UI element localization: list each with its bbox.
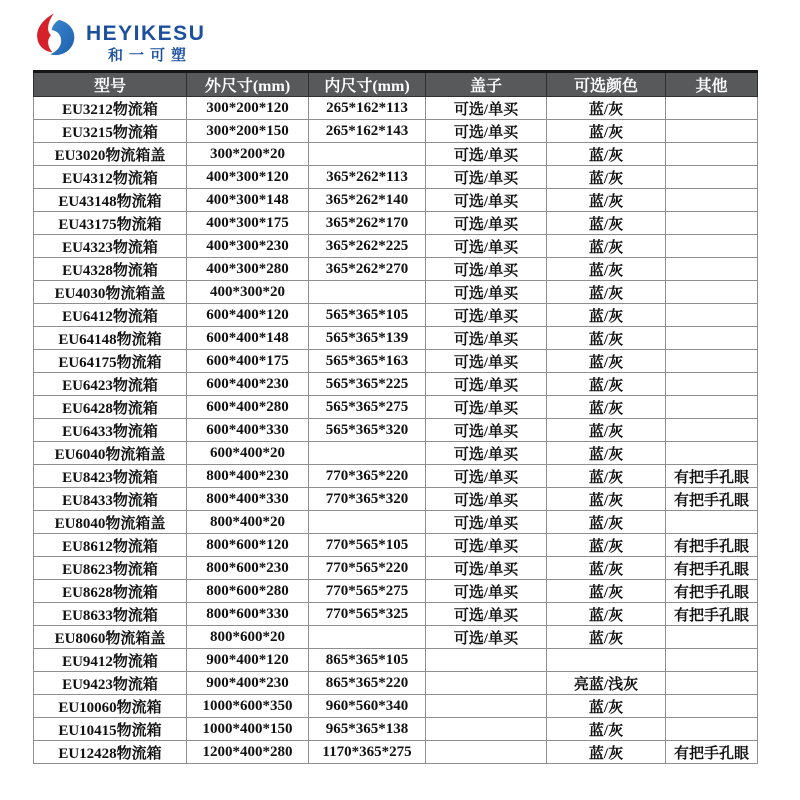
- cell-outer-size: 800*600*230: [187, 557, 309, 580]
- table-row: [34, 580, 758, 603]
- cell-colors: 蓝/灰: [547, 304, 666, 327]
- cell-outer-size: 900*400*230: [187, 672, 309, 695]
- table-row: [34, 649, 758, 672]
- table-row: [34, 672, 758, 695]
- col-header-outer-size: 外尺寸(mm): [187, 72, 309, 97]
- cell-other: [666, 166, 758, 189]
- cell-outer-size: 800*400*230: [187, 465, 309, 488]
- cell-inner-size: 865*365*105: [309, 649, 426, 672]
- cell-outer-size: 400*300*20: [187, 281, 309, 304]
- table-row: [34, 741, 758, 764]
- table-row: [34, 258, 758, 281]
- cell-colors: 蓝/灰: [547, 143, 666, 166]
- cell-outer-size: 600*400*148: [187, 327, 309, 350]
- cell-inner-size: [309, 626, 426, 649]
- cell-model: EU8628物流箱: [34, 580, 187, 603]
- cell-other: [666, 235, 758, 258]
- table-row: [34, 419, 758, 442]
- cell-lid: 可选/单买: [426, 97, 547, 120]
- cell-colors: 蓝/灰: [547, 442, 666, 465]
- cell-other: 有把手孔眼: [666, 557, 758, 580]
- brand-logo-icon: [33, 9, 79, 61]
- cell-outer-size: 400*300*230: [187, 235, 309, 258]
- cell-outer-size: 600*400*330: [187, 419, 309, 442]
- cell-other: 有把手孔眼: [666, 465, 758, 488]
- cell-inner-size: 365*262*270: [309, 258, 426, 281]
- cell-other: [666, 396, 758, 419]
- cell-colors: 蓝/灰: [547, 741, 666, 764]
- cell-lid: 可选/单买: [426, 350, 547, 373]
- cell-colors: 蓝/灰: [547, 557, 666, 580]
- table-row: [34, 465, 758, 488]
- cell-other: [666, 718, 758, 741]
- cell-lid: [426, 649, 547, 672]
- cell-other: [666, 97, 758, 120]
- table-row: [34, 557, 758, 580]
- cell-model: EU3215物流箱: [34, 120, 187, 143]
- cell-colors: 蓝/灰: [547, 534, 666, 557]
- cell-outer-size: 900*400*120: [187, 649, 309, 672]
- cell-inner-size: 565*365*275: [309, 396, 426, 419]
- cell-model: EU6423物流箱: [34, 373, 187, 396]
- cell-inner-size: 1170*365*275: [309, 741, 426, 764]
- cell-other: [666, 672, 758, 695]
- cell-colors: 蓝/灰: [547, 373, 666, 396]
- cell-other: [666, 419, 758, 442]
- cell-lid: 可选/单买: [426, 488, 547, 511]
- cell-colors: 蓝/灰: [547, 488, 666, 511]
- col-header-inner-size: 内尺寸(mm): [309, 72, 426, 97]
- cell-other: [666, 189, 758, 212]
- cell-model: EU8040物流箱盖: [34, 511, 187, 534]
- cell-lid: 可选/单买: [426, 419, 547, 442]
- table-body: [34, 97, 758, 764]
- table-row: [34, 235, 758, 258]
- cell-lid: 可选/单买: [426, 373, 547, 396]
- cell-model: EU12428物流箱: [34, 741, 187, 764]
- cell-lid: [426, 718, 547, 741]
- cell-inner-size: [309, 442, 426, 465]
- cell-model: EU9412物流箱: [34, 649, 187, 672]
- cell-outer-size: 600*400*120: [187, 304, 309, 327]
- cell-lid: 可选/单买: [426, 442, 547, 465]
- cell-model: EU8060物流箱盖: [34, 626, 187, 649]
- cell-model: EU4312物流箱: [34, 166, 187, 189]
- cell-inner-size: 865*365*220: [309, 672, 426, 695]
- cell-outer-size: 1000*600*350: [187, 695, 309, 718]
- table-row: [34, 488, 758, 511]
- cell-inner-size: 565*365*139: [309, 327, 426, 350]
- cell-inner-size: 265*162*143: [309, 120, 426, 143]
- cell-lid: 可选/单买: [426, 120, 547, 143]
- cell-other: [666, 649, 758, 672]
- cell-inner-size: 770*565*325: [309, 603, 426, 626]
- cell-other: [666, 212, 758, 235]
- cell-model: EU6433物流箱: [34, 419, 187, 442]
- cell-inner-size: 565*365*105: [309, 304, 426, 327]
- cell-outer-size: 300*200*120: [187, 97, 309, 120]
- cell-inner-size: 365*262*140: [309, 189, 426, 212]
- cell-outer-size: 800*400*20: [187, 511, 309, 534]
- cell-model: EU8433物流箱: [34, 488, 187, 511]
- cell-outer-size: 1200*400*280: [187, 741, 309, 764]
- cell-colors: 蓝/灰: [547, 718, 666, 741]
- cell-outer-size: 600*400*230: [187, 373, 309, 396]
- cell-outer-size: 300*200*20: [187, 143, 309, 166]
- cell-other: [666, 304, 758, 327]
- cell-lid: 可选/单买: [426, 235, 547, 258]
- cell-colors: 蓝/灰: [547, 327, 666, 350]
- cell-other: [666, 695, 758, 718]
- cell-inner-size: 770*365*320: [309, 488, 426, 511]
- cell-model: EU43175物流箱: [34, 212, 187, 235]
- cell-colors: 蓝/灰: [547, 396, 666, 419]
- cell-lid: 可选/单买: [426, 143, 547, 166]
- cell-model: EU10060物流箱: [34, 695, 187, 718]
- cell-inner-size: [309, 143, 426, 166]
- cell-lid: 可选/单买: [426, 166, 547, 189]
- cell-other: [666, 281, 758, 304]
- cell-outer-size: 400*300*148: [187, 189, 309, 212]
- cell-lid: 可选/单买: [426, 396, 547, 419]
- table-row: [34, 718, 758, 741]
- table-row: [34, 626, 758, 649]
- cell-inner-size: 265*162*113: [309, 97, 426, 120]
- cell-inner-size: [309, 511, 426, 534]
- cell-model: EU64175物流箱: [34, 350, 187, 373]
- col-header-other: 其他: [666, 72, 758, 97]
- cell-model: EU8633物流箱: [34, 603, 187, 626]
- cell-inner-size: 770*565*220: [309, 557, 426, 580]
- table-row: [34, 166, 758, 189]
- cell-outer-size: 800*600*280: [187, 580, 309, 603]
- cell-lid: 可选/单买: [426, 465, 547, 488]
- cell-lid: [426, 672, 547, 695]
- table-row: [34, 212, 758, 235]
- table-row: [34, 143, 758, 166]
- cell-outer-size: 300*200*150: [187, 120, 309, 143]
- cell-colors: 蓝/灰: [547, 465, 666, 488]
- cell-other: 有把手孔眼: [666, 603, 758, 626]
- cell-outer-size: 800*600*330: [187, 603, 309, 626]
- cell-colors: 蓝/灰: [547, 258, 666, 281]
- cell-outer-size: 400*300*120: [187, 166, 309, 189]
- cell-inner-size: 365*262*170: [309, 212, 426, 235]
- product-spec-table: [33, 70, 758, 764]
- cell-colors: 蓝/灰: [547, 166, 666, 189]
- cell-colors: 蓝/灰: [547, 97, 666, 120]
- table-row: [34, 304, 758, 327]
- cell-model: EU3212物流箱: [34, 97, 187, 120]
- cell-model: EU64148物流箱: [34, 327, 187, 350]
- cell-model: EU3020物流箱盖: [34, 143, 187, 166]
- cell-lid: [426, 695, 547, 718]
- cell-lid: 可选/单买: [426, 557, 547, 580]
- cell-inner-size: 565*365*225: [309, 373, 426, 396]
- cell-inner-size: [309, 281, 426, 304]
- cell-other: [666, 626, 758, 649]
- cell-colors: 亮蓝/浅灰: [547, 672, 666, 695]
- cell-model: EU8623物流箱: [34, 557, 187, 580]
- cell-model: EU8423物流箱: [34, 465, 187, 488]
- table-header: [34, 72, 758, 97]
- cell-colors: 蓝/灰: [547, 603, 666, 626]
- table-row: [34, 189, 758, 212]
- col-header-model: 型号: [34, 72, 187, 97]
- table-row: [34, 327, 758, 350]
- cell-outer-size: 400*300*280: [187, 258, 309, 281]
- cell-colors: 蓝/灰: [547, 235, 666, 258]
- cell-inner-size: 960*560*340: [309, 695, 426, 718]
- cell-lid: [426, 741, 547, 764]
- cell-colors: 蓝/灰: [547, 511, 666, 534]
- table-row: [34, 97, 758, 120]
- cell-colors: 蓝/灰: [547, 419, 666, 442]
- col-header-colors: 可选颜色: [547, 72, 666, 97]
- cell-model: EU4030物流箱盖: [34, 281, 187, 304]
- cell-model: EU6412物流箱: [34, 304, 187, 327]
- brand-name: HEYIKESU: [86, 22, 206, 45]
- cell-lid: 可选/单买: [426, 281, 547, 304]
- cell-inner-size: 770*565*105: [309, 534, 426, 557]
- brand-logo: [33, 9, 205, 63]
- cell-model: EU4328物流箱: [34, 258, 187, 281]
- cell-inner-size: 565*365*320: [309, 419, 426, 442]
- cell-other: [666, 511, 758, 534]
- cell-lid: 可选/单买: [426, 534, 547, 557]
- cell-colors: 蓝/灰: [547, 695, 666, 718]
- table-row: [34, 396, 758, 419]
- brand-text-block: [86, 23, 205, 63]
- cell-lid: 可选/单买: [426, 626, 547, 649]
- cell-outer-size: 600*400*20: [187, 442, 309, 465]
- cell-other: [666, 327, 758, 350]
- cell-inner-size: 770*565*275: [309, 580, 426, 603]
- cell-other: [666, 350, 758, 373]
- cell-lid: 可选/单买: [426, 258, 547, 281]
- cell-colors: [547, 649, 666, 672]
- cell-outer-size: 600*400*175: [187, 350, 309, 373]
- cell-lid: 可选/单买: [426, 580, 547, 603]
- brand-name-chinese: 和一可塑: [108, 47, 193, 64]
- cell-colors: 蓝/灰: [547, 350, 666, 373]
- cell-other: [666, 373, 758, 396]
- cell-colors: 蓝/灰: [547, 189, 666, 212]
- cell-other: 有把手孔眼: [666, 580, 758, 603]
- cell-outer-size: 1000*400*150: [187, 718, 309, 741]
- cell-lid: 可选/单买: [426, 189, 547, 212]
- cell-outer-size: 800*400*330: [187, 488, 309, 511]
- cell-lid: 可选/单买: [426, 603, 547, 626]
- table-row: [34, 350, 758, 373]
- cell-model: EU43148物流箱: [34, 189, 187, 212]
- cell-other: [666, 442, 758, 465]
- col-header-lid: 盖子: [426, 72, 547, 97]
- cell-outer-size: 400*300*175: [187, 212, 309, 235]
- table-row: [34, 695, 758, 718]
- cell-other: [666, 143, 758, 166]
- table-row: [34, 511, 758, 534]
- cell-colors: 蓝/灰: [547, 281, 666, 304]
- cell-other: [666, 120, 758, 143]
- table-row: [34, 534, 758, 557]
- cell-other: 有把手孔眼: [666, 534, 758, 557]
- cell-colors: 蓝/灰: [547, 580, 666, 603]
- cell-lid: 可选/单买: [426, 212, 547, 235]
- table-row: [34, 603, 758, 626]
- cell-lid: 可选/单买: [426, 304, 547, 327]
- cell-outer-size: 800*600*20: [187, 626, 309, 649]
- table-row: [34, 281, 758, 304]
- cell-colors: 蓝/灰: [547, 212, 666, 235]
- cell-colors: 蓝/灰: [547, 626, 666, 649]
- cell-other: [666, 258, 758, 281]
- cell-inner-size: 965*365*138: [309, 718, 426, 741]
- table-row: [34, 120, 758, 143]
- cell-model: EU6040物流箱盖: [34, 442, 187, 465]
- cell-inner-size: 365*262*225: [309, 235, 426, 258]
- cell-colors: 蓝/灰: [547, 120, 666, 143]
- cell-lid: 可选/单买: [426, 327, 547, 350]
- cell-other: 有把手孔眼: [666, 488, 758, 511]
- cell-model: EU10415物流箱: [34, 718, 187, 741]
- cell-model: EU6428物流箱: [34, 396, 187, 419]
- cell-model: EU8612物流箱: [34, 534, 187, 557]
- header-row: [34, 72, 758, 97]
- cell-outer-size: 600*400*280: [187, 396, 309, 419]
- cell-inner-size: 770*365*220: [309, 465, 426, 488]
- cell-inner-size: 365*262*113: [309, 166, 426, 189]
- cell-inner-size: 565*365*163: [309, 350, 426, 373]
- cell-lid: 可选/单买: [426, 511, 547, 534]
- cell-model: EU4323物流箱: [34, 235, 187, 258]
- cell-other: 有把手孔眼: [666, 741, 758, 764]
- cell-model: EU9423物流箱: [34, 672, 187, 695]
- table-row: [34, 442, 758, 465]
- table-row: [34, 373, 758, 396]
- cell-outer-size: 800*600*120: [187, 534, 309, 557]
